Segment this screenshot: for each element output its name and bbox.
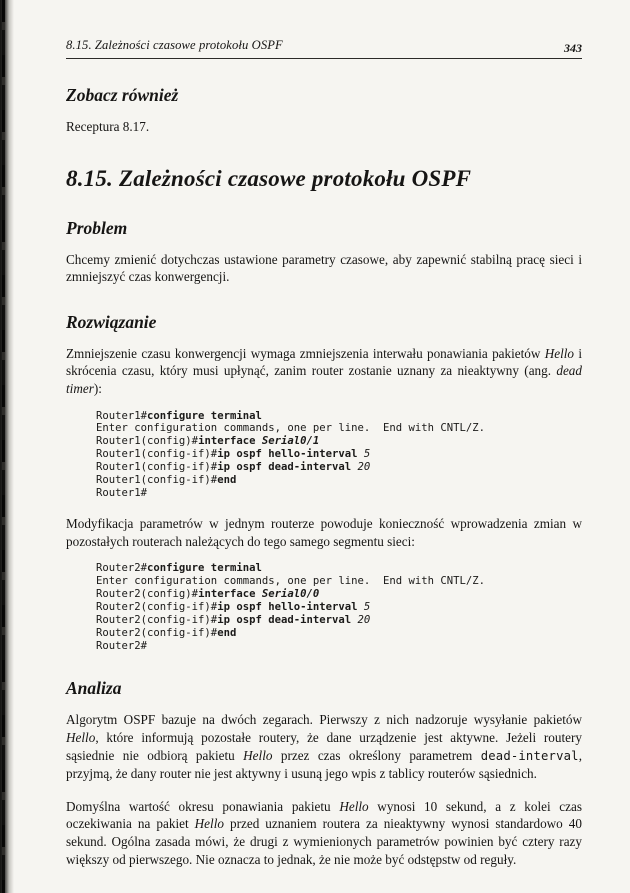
binding-shadow	[0, 0, 14, 893]
code-line: Router1(config-if)#ip ospf dead-interval 20	[96, 461, 371, 474]
code-line: Enter configuration commands, one per line. End with CNTL/Z.	[96, 422, 486, 435]
running-header	[66, 38, 582, 59]
code-block-router1	[96, 410, 582, 500]
code-line: Router1#	[96, 487, 148, 499]
code-line: Router2#	[96, 639, 148, 652]
problem-heading: Problem	[66, 217, 128, 238]
solution-heading: Rozwiązanie	[66, 311, 157, 332]
analysis-p2: Domyślna wartość okresu ponawiania pakietu Hello wynosi 10 sekund, a z kolei czas oczekiwania na pakiet Hello przed uznaniem routera za nieaktywny wynosi standardowo 40 sekund. Ogólna zasada mówi, że drugi z wymienionych parametrów powinien być cztery razy większy od pierwszego. Nie oznacza to jednak, że nie może być odstępstw od reguły.	[66, 798, 582, 867]
see-also-text: Receptura 8.17.	[66, 119, 150, 134]
analysis-p1: Algorytm OSPF bazuje na dwóch zegarach. Pierwszy z nich nadzoruje wysyłanie pakietów Hello, które informują pozostałe routery, że dane urządzenie jest aktywne. Jeżeli routery sąsiednie nie odbiorą pakietu Hello przez czas określony parametrem dead-interval, przyjmą, że dany router nie jest aktywny i usuną jego wpis z tablicy routerów sąsiednich.	[66, 712, 582, 782]
solution-intro: Zmniejszenie czasu konwergencji wymaga zmniejszenia interwału ponawiania pakietów Hello i skrócenia czasu, który musi upłynąć, zanim router zostanie uznany za nieaktywny (ang. dead timer):	[66, 345, 582, 396]
code-line: Router2(config)#interface Serial0/0	[96, 587, 320, 600]
code-line: Router2(config-if)#end	[96, 626, 237, 639]
page-content	[66, 38, 582, 868]
code-line: Router1(config-if)#ip ospf hello-interval 5	[96, 448, 371, 461]
code-block-router2	[96, 562, 582, 652]
code-line: Router2(config-if)#ip ospf hello-interval 5	[96, 600, 371, 613]
running-title: 8.15. Zależności czasowe protokołu OSPF	[66, 38, 283, 52]
code-line: Router1(config)#interface Serial0/1	[96, 435, 320, 448]
code-line: Router2(config-if)#ip ospf dead-interval 20	[96, 613, 371, 626]
code-line: Router1(config-if)#end	[96, 474, 237, 487]
section-title: 8.15. Zależności czasowe protokołu OSPF	[66, 165, 472, 191]
analysis-heading: Analiza	[66, 678, 122, 699]
code-line: Enter configuration commands, one per line. End with CNTL/Z.	[96, 575, 486, 587]
see-also-heading: Zobacz również	[66, 85, 179, 105]
code-line: Router1#configure terminal	[96, 409, 262, 422]
code-line: Router2#configure terminal	[96, 562, 262, 575]
solution-between: Modyfikacja parametrów w jednym routerze powoduje konieczność wprowadzenia zmian w pozostałych routerach należących do tego samego segmentu sieci:	[66, 515, 582, 549]
page-number: 343	[564, 41, 582, 55]
problem-text: Chcemy zmienić dotychczas ustawione parametry czasowe, aby zapewnić stabilną pracę sieci i zmniejszyć czas konwergencji.	[66, 251, 582, 285]
